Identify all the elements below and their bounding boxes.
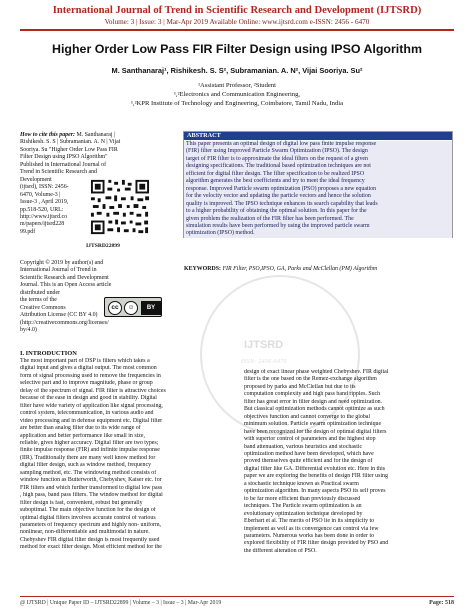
body-line: band attenuation, various heuristics and stochastic <box>244 443 363 450</box>
cc-license-badge[interactable] <box>104 297 162 317</box>
affiliation-line: ¹Assistant Professor, ²Student <box>198 82 276 89</box>
body-line: filter have wide variety of application like signal processing, <box>20 402 163 409</box>
body-line: But classical optimization methods cannot optimize as such <box>244 406 385 413</box>
authors: M. Santhanaraj¹, Rishikesh. S. S², Subramanian. A. N², Vijai Sooriya. Su² <box>111 66 363 75</box>
journal-meta: Volume: 3 | Issue: 3 | Mar-Apr 2019 Available Online: www.ijtsrd.com e-ISSN: 2456 - 6470 <box>104 18 370 26</box>
body-line: proved themselves quite efficient and for the design of <box>244 458 373 465</box>
cite-line: Rishikesh. S. S | Subramanian. A. N | Vijai <box>20 139 121 146</box>
abstract-line: optimization (IPSO) method. <box>186 230 255 237</box>
copyright-line: the terms of the <box>20 297 57 304</box>
copyright-line: Journal. This is an Open Access article <box>20 282 112 289</box>
body-line: Chebyshev FIR digital filter design is most frequently used <box>20 536 160 543</box>
watermark-issn: ISSN: 2456-6470 <box>241 358 287 365</box>
abstract-line: simulation results have been performed by using the improved particle swarm <box>186 222 370 229</box>
body-line: explored flexibility of FIR filter design provided by PSO and <box>244 540 389 547</box>
body-line: a stochastic technique known as Practical swarm <box>244 480 359 487</box>
watermark-brand: IJTSRD <box>244 339 284 351</box>
cite-line: Filter Design using IPSO Algorithm" <box>20 154 108 161</box>
abstract-line: given problem the realization of the FIR filter has been performed. The <box>186 215 354 222</box>
abstract-line: efficient for digital filter design. The filter specification to be realized IPSO <box>186 170 365 177</box>
body-line: digital filter design, such as window method, frequency <box>20 462 152 469</box>
intro-left-column <box>20 358 226 552</box>
body-line: filter is the one based on the Remez-exchange algorithm <box>244 376 377 383</box>
abstract-line: quality is improved. The IPSO technique enhances its search capability that leads <box>186 200 378 207</box>
abstract-line: This paper presents an optimal design of digital low pass finite impulse response <box>186 141 377 147</box>
body-line: minimum solution. Particle swarm optimization technique <box>244 421 382 428</box>
body-line: evolutionary optimization technique developed by <box>244 510 363 517</box>
body-line: FIR filters and which further transformed to digital low pass <box>20 484 163 491</box>
header-rule <box>20 29 454 31</box>
introduction-heading: I. INTRODUCTION <box>20 350 77 357</box>
body-line: suboptimal. The main objective function for the design of <box>20 507 156 514</box>
abstract-heading: ABSTRACT <box>184 132 452 140</box>
keywords-label: KEYWORDS: <box>184 266 221 272</box>
copyright-line: International Journal of Trend in <box>20 267 97 274</box>
cite-line: 6470, Volume-3 | <box>20 191 61 198</box>
body-line: selective part and to improve magnitude, phase or group <box>20 380 153 387</box>
cite-line: Trend in Scientific Research and <box>20 169 97 176</box>
body-line: parameters. Numerous works has been done in order to <box>244 532 375 539</box>
how-to-cite-label: How to cite this paper: <box>20 132 75 138</box>
affiliation-line: ¹,²Electronics and Communication Engineering, <box>173 91 301 98</box>
body-line: filter design is fast, convenient, robust but generally <box>20 499 143 506</box>
copyright-line[interactable]: (http://creativecommons.org/licenses/ <box>20 319 109 326</box>
intro-right-column <box>244 369 454 555</box>
attribution-icon: ☺ <box>124 301 138 315</box>
cite-line: Sooriya. Su "Higher Order Low Pass FIR <box>20 146 118 153</box>
copyright-line[interactable]: by/4.0) <box>20 327 37 334</box>
body-line: video processing and in defense equipment etc. Digital filter <box>20 417 163 424</box>
cc-icon: cc <box>108 301 122 315</box>
keywords-text: FIR Filter, PSO,IPSO, GA, Parks and McClellan (PM) Algorithm <box>220 266 378 272</box>
body-line: application and better performance like small in size, <box>20 432 145 439</box>
cite-line: (ijtsrd), ISSN: 2456- <box>20 184 69 191</box>
body-line: digital input and gives a digital output. The most common <box>20 365 157 372</box>
keywords <box>184 266 454 272</box>
body-line: sampling method, etc. The windowing method consists of <box>20 469 157 476</box>
abstract-line: target of FIR filter is to approximate the ideal filters on the request of a given <box>186 155 368 162</box>
qr-caption: IJTSRD22899 <box>86 243 120 249</box>
body-line: implement as well as its convergence can control via few <box>244 525 379 532</box>
copyright-line: Scientific Research and Development <box>20 274 109 281</box>
body-line: have been recognized for the design of optimal digital filters <box>244 428 387 435</box>
body-line: nonlinear, non-differentiable and multimodal in nature. <box>20 529 150 536</box>
body-line: the different alteration of PSO. <box>244 547 317 554</box>
body-line: , high pass, band pass filters. The window method for digital <box>20 492 163 499</box>
journal-title: International Journal of Trend in Scientific Research and Development (IJTSRD) <box>52 5 422 16</box>
qr-code <box>87 176 153 238</box>
copyright-line: Attribution License (CC BY 4.0) <box>20 312 98 319</box>
body-line: filter has great error in filter design and need optimization. <box>244 398 383 405</box>
abstract-line: for the velocity vector and updating the particle vectors and hence the solution <box>186 193 371 200</box>
body-line: objectives function and cannot converge to the global <box>244 413 371 420</box>
footer-rule <box>20 596 454 597</box>
cite-line: Issue-3 , April 2019, <box>20 199 69 206</box>
abstract-body <box>184 141 452 238</box>
cite-line: Published in International Journal of <box>20 161 107 168</box>
body-line: form of signal processing used to remove the frequencies in <box>20 372 161 379</box>
body-line: method for exact filter design. Most efficient method for the <box>20 544 162 551</box>
abstract-line: designing specifications. The traditional based optimization techniques are not <box>186 163 371 170</box>
abstract-line: (FIR) filter using Improved Particle Swarm Optimization (IPSO). The design <box>186 148 368 155</box>
abstract-line: response. Improved Particle swarm optimization (PSO) proposes a new equation <box>186 185 377 192</box>
body-line: are better than analog filter due to its wide range of <box>20 425 141 432</box>
body-line: optimal digital filters involves accurate control of various <box>20 514 156 521</box>
cite-line[interactable]: http://www.ijtsrd.co <box>20 213 68 220</box>
body-line: window function as Butterworth, Chebyshev, Kaiser etc. for <box>20 477 162 484</box>
cite-line: pp.518-520, URL: <box>20 206 64 213</box>
body-line: techniques. The Particle swarm optimization is an <box>244 503 362 510</box>
abstract-line: algorithm generates the best coefficients and try to meet the ideal frequency <box>186 178 365 185</box>
cite-line: Development <box>20 176 52 183</box>
body-line: delay of the spectrum of signal. FIR filter is attractive choices <box>20 387 166 394</box>
copyright-line: Copyright © 2019 by author(s) and <box>20 260 104 266</box>
body-line: reliable, gives higher accuracy. Digital filter are two types; <box>20 439 159 446</box>
body-line: computation complexity and high pass band ripples. Such <box>244 391 381 398</box>
copyright-line: distributed under <box>20 289 61 296</box>
body-line: control system, telecommunication, in various audio and <box>20 410 154 417</box>
body-line: digital filter like GA. Differential evolution etc. Here in this <box>244 465 386 472</box>
body-line: to be far more efficient than previously discussed <box>244 495 361 502</box>
body-line: with superior control of parameters and the highest stop <box>244 436 376 443</box>
body-line: parameters of frequency spectrum and highly non- uniform, <box>20 521 162 528</box>
copyright-line: Creative Commons <box>20 304 66 311</box>
body-line: optimization algorithm. In many aspects PSO its self proves <box>244 488 386 495</box>
body-line: Eberhart et al. The merits of PSO lie in its simplicity to <box>244 518 375 525</box>
page-number: Page: 518 <box>429 600 454 606</box>
cite-line: M. Santhanaraj | <box>76 132 116 138</box>
cite-line[interactable]: 99.pdf <box>20 228 36 235</box>
body-line: paper we are exploring the benefits of design FIR filter using <box>244 473 388 480</box>
paper-title: Higher Order Low Pass FIR Filter Design using IPSO Algorithm <box>52 42 422 56</box>
body-line: optimization method have been developed, which have <box>244 450 374 457</box>
footer-info: @ IJTSRD | Unique Paper ID – IJTSRD22899 | Volume – 3 | Issue – 3 | Mar-Apr 2019 <box>20 600 222 606</box>
body-line: design of exact linear phase weighted Chebyshev. FIR digital <box>244 369 389 375</box>
body-line: The most important part of DSP is filters which takes a <box>20 358 150 364</box>
body-line: finite impulse response (FIR) and infinite impulse response <box>20 447 160 454</box>
affiliation-line: ¹,²KPR Institute of Technology and Engineering, Coimbatore, Tamil Nadu, India <box>130 100 344 107</box>
abstract-line: to a higher probability of obtaining the optimal solution. In this paper for the <box>186 208 367 215</box>
body-line: because of the ease in design and good in stability. Digital <box>20 395 157 402</box>
body-line: (IIR). Traditionally there are many well know method for <box>20 454 156 461</box>
body-line: proposed by parks and McClellan but due to its <box>244 383 356 390</box>
cite-line[interactable]: m/papers/ijtsrd228 <box>20 221 65 228</box>
cc-by-label: BY <box>141 301 161 315</box>
